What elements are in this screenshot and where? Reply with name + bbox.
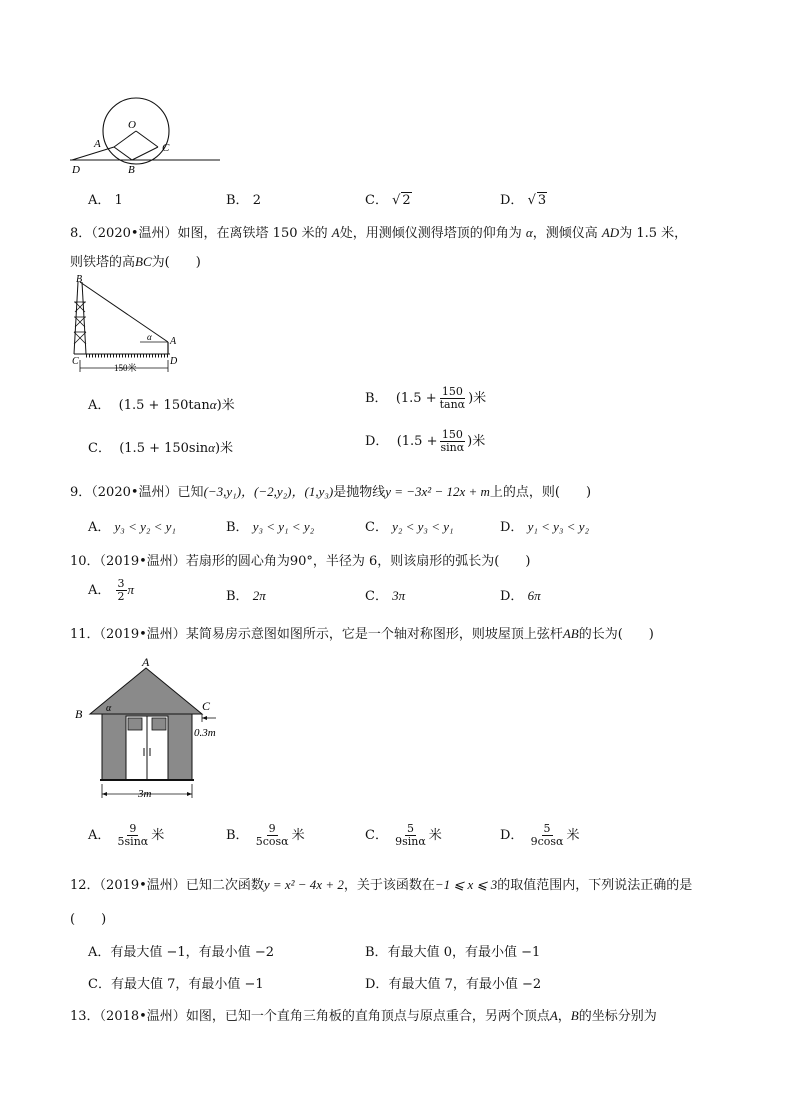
q7-label-D: D (72, 164, 80, 176)
q9-option-a[interactable]: A． y₃ < y₂ < y₁ (88, 519, 176, 535)
q10-option-a[interactable]: A． $\frac{3}{2}$ π (88, 577, 135, 603)
q10-option-c[interactable]: C． 3π (365, 588, 406, 604)
q7-label-C: C (162, 142, 170, 154)
q11-label-B: B (75, 707, 83, 721)
q11-stem: 11．（2019•温州）某简易房示意图如图所示，它是一个轴对称图形，则坡屋顶上弦杆AB的长为( ) (70, 626, 654, 642)
q8-label-dist: 150米 (114, 363, 137, 373)
q12-stem-line1: 12．（2019•温州）已知二次函数y = x² − 4x + 2，关于该函数在−1 ⩽ x ⩽ 3的取值范围内，下列说法正确的是 (70, 877, 693, 893)
q9-option-d[interactable]: D． y₁ < y₃ < y₂ (500, 519, 589, 535)
q9-option-b[interactable]: B． y₃ < y₁ < y₂ (226, 519, 315, 535)
q11-figure (70, 656, 240, 806)
q7-option-b[interactable]: B． 2 (226, 193, 261, 208)
q7-figure (70, 95, 230, 177)
q7-label-A: A (94, 138, 101, 150)
q9-option-c[interactable]: C． y₂ < y₃ < y₁ (365, 519, 454, 535)
q11-option-d[interactable]: D． $\frac{5}{9\cos\alpha}$ 米 (500, 822, 580, 848)
q12-option-b[interactable]: B．有最大值 0，有最小值 −1 (365, 945, 541, 960)
q12-stem-line2: ( ) (70, 912, 107, 927)
q8-label-C: C (72, 356, 79, 367)
q7-option-d[interactable]: D． √ 3 (500, 193, 547, 208)
q10-option-b[interactable]: B． 2π (226, 588, 266, 604)
q8-label-D: D (170, 356, 178, 367)
q8-option-a[interactable]: A． (1.5 + 150tanα)米 (88, 397, 235, 413)
q11-option-b[interactable]: B． $\frac{9}{5\cos\alpha}$ 米 (226, 822, 305, 848)
q12-option-c[interactable]: C．有最大值 7，有最小值 −1 (88, 977, 264, 992)
q8-option-c[interactable]: C． (1.5 + 150sinα)米 (88, 440, 234, 456)
q8-stem-line2: 则铁塔的高BC为( ) (70, 254, 201, 270)
q7-label-B: B (128, 164, 135, 176)
q7-label-O: O (128, 119, 136, 131)
q8-label-B: B (76, 274, 83, 285)
q11-label-alpha: α (106, 703, 112, 714)
q13-stem: 13．（2018•温州）如图，已知一个直角三角板的直角顶点与原点重合，另两个顶点A，B的坐标分别为 (70, 1008, 657, 1024)
sqrt-sign: √ (392, 193, 401, 208)
q8-label-alpha: α (147, 332, 152, 342)
q10-option-d[interactable]: D． 6π (500, 588, 541, 604)
q8-figure (70, 272, 190, 384)
q12-option-d[interactable]: D．有最大值 7，有最小值 −2 (365, 977, 542, 992)
q8-label-A: A (170, 336, 177, 347)
q10-stem: 10．（2019•温州）若扇形的圆心角为90°，半径为 6，则该扇形的弧长为( ) (70, 554, 531, 569)
q11-label-overhang: 0.3m (194, 727, 216, 739)
q7-option-c[interactable]: C． √ 2 (365, 193, 411, 208)
q8-option-b[interactable]: B． (1.5 + $\frac{150}{\tan\alpha}$ )米 (365, 385, 487, 411)
q11-option-c[interactable]: C． $\frac{5}{9\sin\alpha}$ 米 (365, 822, 442, 848)
q12-option-a[interactable]: A．有最大值 −1，有最小值 −2 (88, 945, 274, 960)
q7-option-a[interactable]: A． 1 (88, 193, 123, 208)
q11-label-width: 3m (138, 788, 152, 800)
sqrt-sign: √ (527, 193, 536, 208)
q8-stem-line1: 8．（2020•温州）如图，在离铁塔 150 米的 A处，用测倾仪测得塔顶的仰角为 α，测倾仪高 AD为 1.5 米， (70, 225, 688, 241)
q11-label-C: C (202, 699, 211, 713)
q9-stem: 9．（2020•温州）已知(−3,y₁)，(−2,y₂)，(1,y₃)是抛物线y = −3x² − 12x + m上的点，则( ) (70, 484, 592, 500)
q11-option-a[interactable]: A． $\frac{9}{5\sin\alpha}$ 米 (88, 822, 165, 848)
q8-option-d[interactable]: D． (1.5 + $\frac{150}{\sin\alpha}$ )米 (365, 428, 486, 454)
q11-label-A: A (142, 656, 150, 669)
